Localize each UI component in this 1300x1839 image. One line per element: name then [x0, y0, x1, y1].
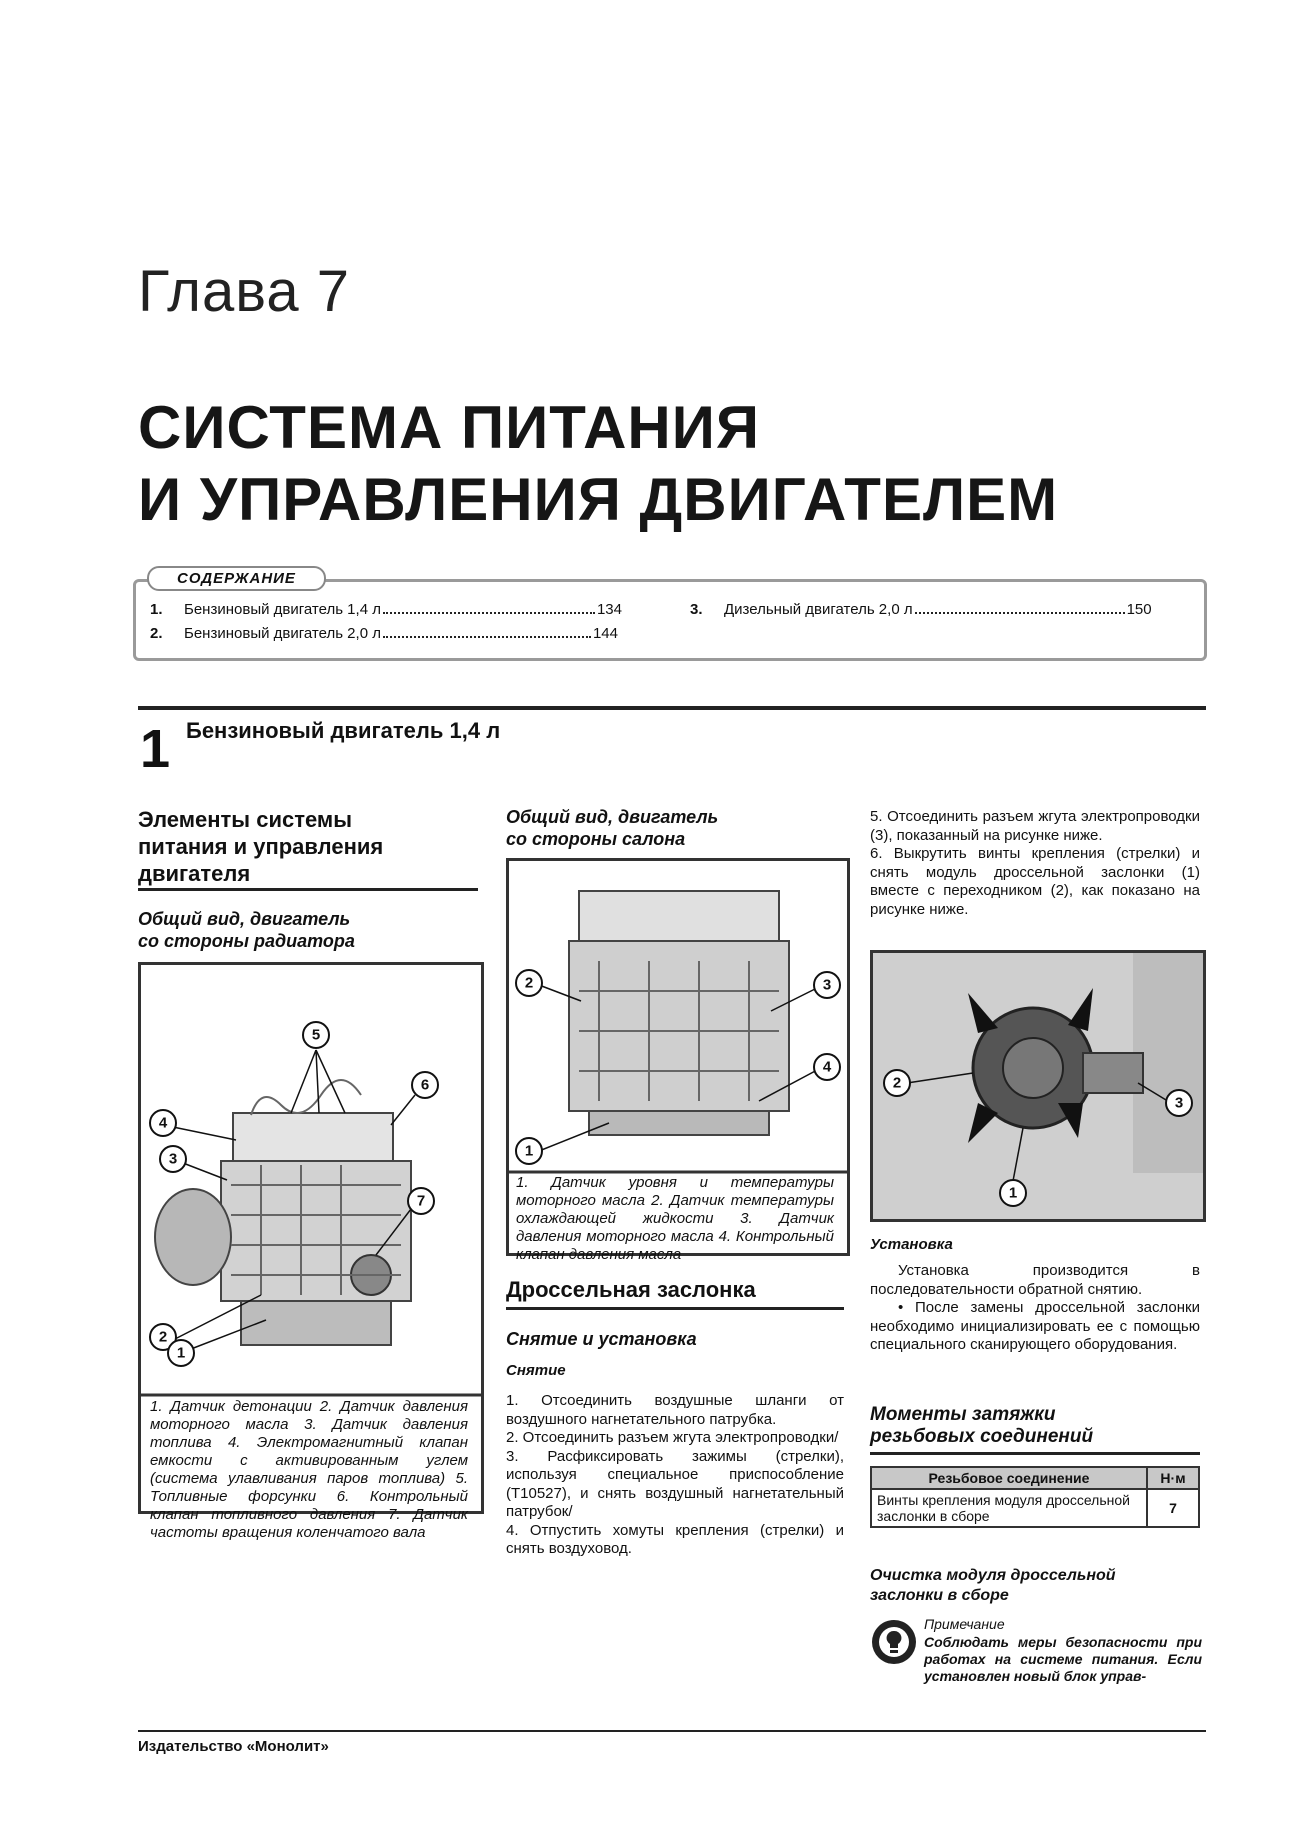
step: 4. Отпустить хомуты крепления (стрелки) и снять воздуховод.: [506, 1521, 844, 1557]
torque-heading-line: Моменты затяжки: [870, 1404, 1056, 1425]
svg-text:2: 2: [524, 974, 534, 992]
cleaning-heading: [870, 1566, 1116, 1606]
install-label: Установка: [870, 1236, 953, 1253]
figure-title-line: со стороны радиатора: [138, 931, 355, 951]
svg-text:4: 4: [822, 1058, 832, 1076]
col3-figure: [870, 950, 1206, 1222]
col1-heading-rule: [138, 888, 478, 891]
publisher-footer: Издательство «Монолит»: [138, 1738, 329, 1755]
install-text: [870, 1262, 1200, 1355]
toc-item-2[interactable]: [150, 624, 618, 642]
callout-4: [150, 1110, 176, 1136]
svg-text:1: 1: [524, 1142, 534, 1160]
step: 6. Выкрутить винты крепления (стрелки) и снять модуль дроссельной заслонки (1) вместе с переходником (2), как показано на рисунке ниже.: [870, 845, 1200, 918]
svg-text:3: 3: [168, 1150, 178, 1168]
note-text: Соблюдать меры безопасности при работах на системе питания. Если установлен новый блок управ-: [924, 1634, 1202, 1684]
toc-box: [133, 579, 1207, 661]
step: 2. Отсоединить разъем жгута электропроводки/: [506, 1429, 839, 1446]
table-row: [871, 1489, 1199, 1527]
toc-item-page: 134: [596, 601, 622, 618]
callout-6: [412, 1072, 438, 1098]
toc-item-page: 144: [592, 625, 618, 642]
torque-header-nm: Н·м: [1147, 1467, 1199, 1489]
col2-figure-caption: 1. Датчик уровня и температуры моторного масла 2. Датчик температуры охлаждающей жидкости 3. Датчик давления моторного масла 4. Контрольный клапан давления масла: [516, 1174, 834, 1263]
cleaning-heading-line: заслонки в сборе: [870, 1587, 1009, 1604]
col1-heading-line: Элементы системы: [138, 807, 352, 832]
callout-2: [516, 970, 542, 996]
figure-title-line: со стороны салона: [506, 829, 686, 849]
section-rule: [138, 706, 1206, 710]
callout-1: [516, 1138, 542, 1164]
toc-item-num: 2.: [150, 625, 163, 642]
toc-item-num: 1.: [150, 601, 163, 618]
engine-block: [569, 941, 789, 1111]
step: 5. Отсоединить разъем жгута электропроводки (3), показанный на рисунке ниже.: [870, 808, 1200, 844]
toc-item-text: Бензиновый двигатель 1,4 л: [184, 601, 381, 618]
toc-label: СОДЕРЖАНИЕ: [147, 566, 326, 591]
toc-item-num: 3.: [690, 601, 703, 618]
chapter-label: Глава 7: [138, 259, 351, 324]
callout-3: [1166, 1090, 1192, 1116]
footer-rule: [138, 1730, 1206, 1732]
toc-item-3[interactable]: [690, 600, 1152, 618]
wiring-connector: [1083, 1053, 1143, 1093]
torque-heading-line: резьбовых соединений: [870, 1426, 1094, 1447]
svg-text:1: 1: [176, 1344, 186, 1362]
svg-text:2: 2: [892, 1074, 902, 1092]
col1-heading-line: питания и управления: [138, 834, 384, 859]
engine-oil-pan: [589, 1111, 769, 1135]
torque-heading: [870, 1404, 1093, 1448]
col2-figure-title: [506, 806, 718, 850]
toc-item-page: 150: [1126, 601, 1152, 618]
throttle-valve: [1003, 1038, 1063, 1098]
callout-3: [814, 972, 840, 998]
svg-text:5: 5: [311, 1026, 321, 1044]
callout-1: [168, 1340, 194, 1366]
callout-7: [408, 1188, 434, 1214]
col1-figure-caption: 1. Датчик детонации 2. Датчик давления моторного масла 3. Датчик давления топлива 4. Электромагнитный клапан емкости с активированным углем (система улавливания паров топлива) 5. Топливные форсунки 6. Контрольный клапан топливного давления 7. Датчик частоты вращения коленчатого вала: [150, 1398, 468, 1541]
callout-3: [160, 1146, 186, 1172]
note-label: Примечание: [924, 1616, 1005, 1632]
callout-1: [1000, 1180, 1026, 1206]
engine-pulley: [155, 1189, 231, 1285]
col1-heading: [138, 806, 383, 887]
torque-header-joint: Резьбовое соединение: [871, 1467, 1147, 1489]
install-paragraph: Установка производится в последовательности обратной снятию.: [870, 1262, 1200, 1298]
engine-valve-cover: [233, 1113, 393, 1161]
engine-oil-pan: [241, 1301, 391, 1345]
chapter-title: [138, 392, 1058, 536]
svg-text:4: 4: [158, 1114, 168, 1132]
col2-subheading: Снятие и установка: [506, 1329, 697, 1349]
toc-item-text: Дизельный двигатель 2,0 л: [724, 601, 913, 618]
svg-text:1: 1: [1008, 1184, 1018, 1202]
callout-5: [303, 1022, 329, 1048]
section-number: 1: [140, 719, 171, 779]
removal-label: Снятие: [506, 1362, 566, 1379]
svg-text:7: 7: [416, 1192, 426, 1210]
toc-item-1[interactable]: [150, 600, 622, 618]
col2-heading-rule: [506, 1307, 844, 1310]
col2-steps: [506, 1392, 844, 1559]
svg-text:6: 6: [420, 1076, 430, 1094]
figure-title-line: Общий вид, двигатель: [506, 807, 719, 827]
chapter-title-line-1: СИСТЕМА ПИТАНИЯ: [138, 394, 760, 461]
callout-4: [814, 1054, 840, 1080]
callout-2: [884, 1070, 910, 1096]
col2-heading: Дроссельная заслонка: [506, 1277, 756, 1302]
torque-cell-joint: Винты крепления модуля дроссельной заслонки в сборе: [871, 1489, 1147, 1527]
install-bullet: • После замены дроссельной заслонки необходимо инициализировать ее с помощью специального сканирующего оборудования.: [870, 1299, 1200, 1353]
torque-heading-rule: [870, 1452, 1200, 1455]
section-title: Бензиновый двигатель 1,4 л: [186, 718, 501, 743]
torque-table: [870, 1466, 1200, 1528]
step: 1. Отсоединить воздушные шланги от воздушного нагнетательного патрубка.: [506, 1392, 844, 1428]
lightbulb-icon: [872, 1620, 916, 1664]
chapter-title-line-2: И УПРАВЛЕНИЯ ДВИГАТЕЛЕМ: [138, 466, 1059, 533]
svg-text:3: 3: [822, 976, 832, 994]
engine-valve-cover: [579, 891, 779, 941]
step: 3. Расфиксировать зажимы (стрелки), используя специальное приспособление (T10527), и снять воздушный нагнетательный патрубок/: [506, 1447, 844, 1520]
svg-text:2: 2: [158, 1328, 168, 1346]
note-icon: [872, 1620, 916, 1664]
figure-title-line: Общий вид, двигатель: [138, 909, 351, 929]
toc-item-text: Бензиновый двигатель 2,0 л: [184, 625, 381, 642]
col1-heading-line: двигателя: [138, 861, 251, 886]
svg-text:3: 3: [1174, 1094, 1184, 1112]
torque-cell-value: 7: [1147, 1489, 1199, 1527]
cleaning-heading-line: Очистка модуля дроссельной: [870, 1567, 1116, 1584]
col3-steps: [870, 808, 1200, 919]
throttle-body-photo: [873, 953, 1203, 1219]
col1-figure-title: [138, 908, 355, 952]
